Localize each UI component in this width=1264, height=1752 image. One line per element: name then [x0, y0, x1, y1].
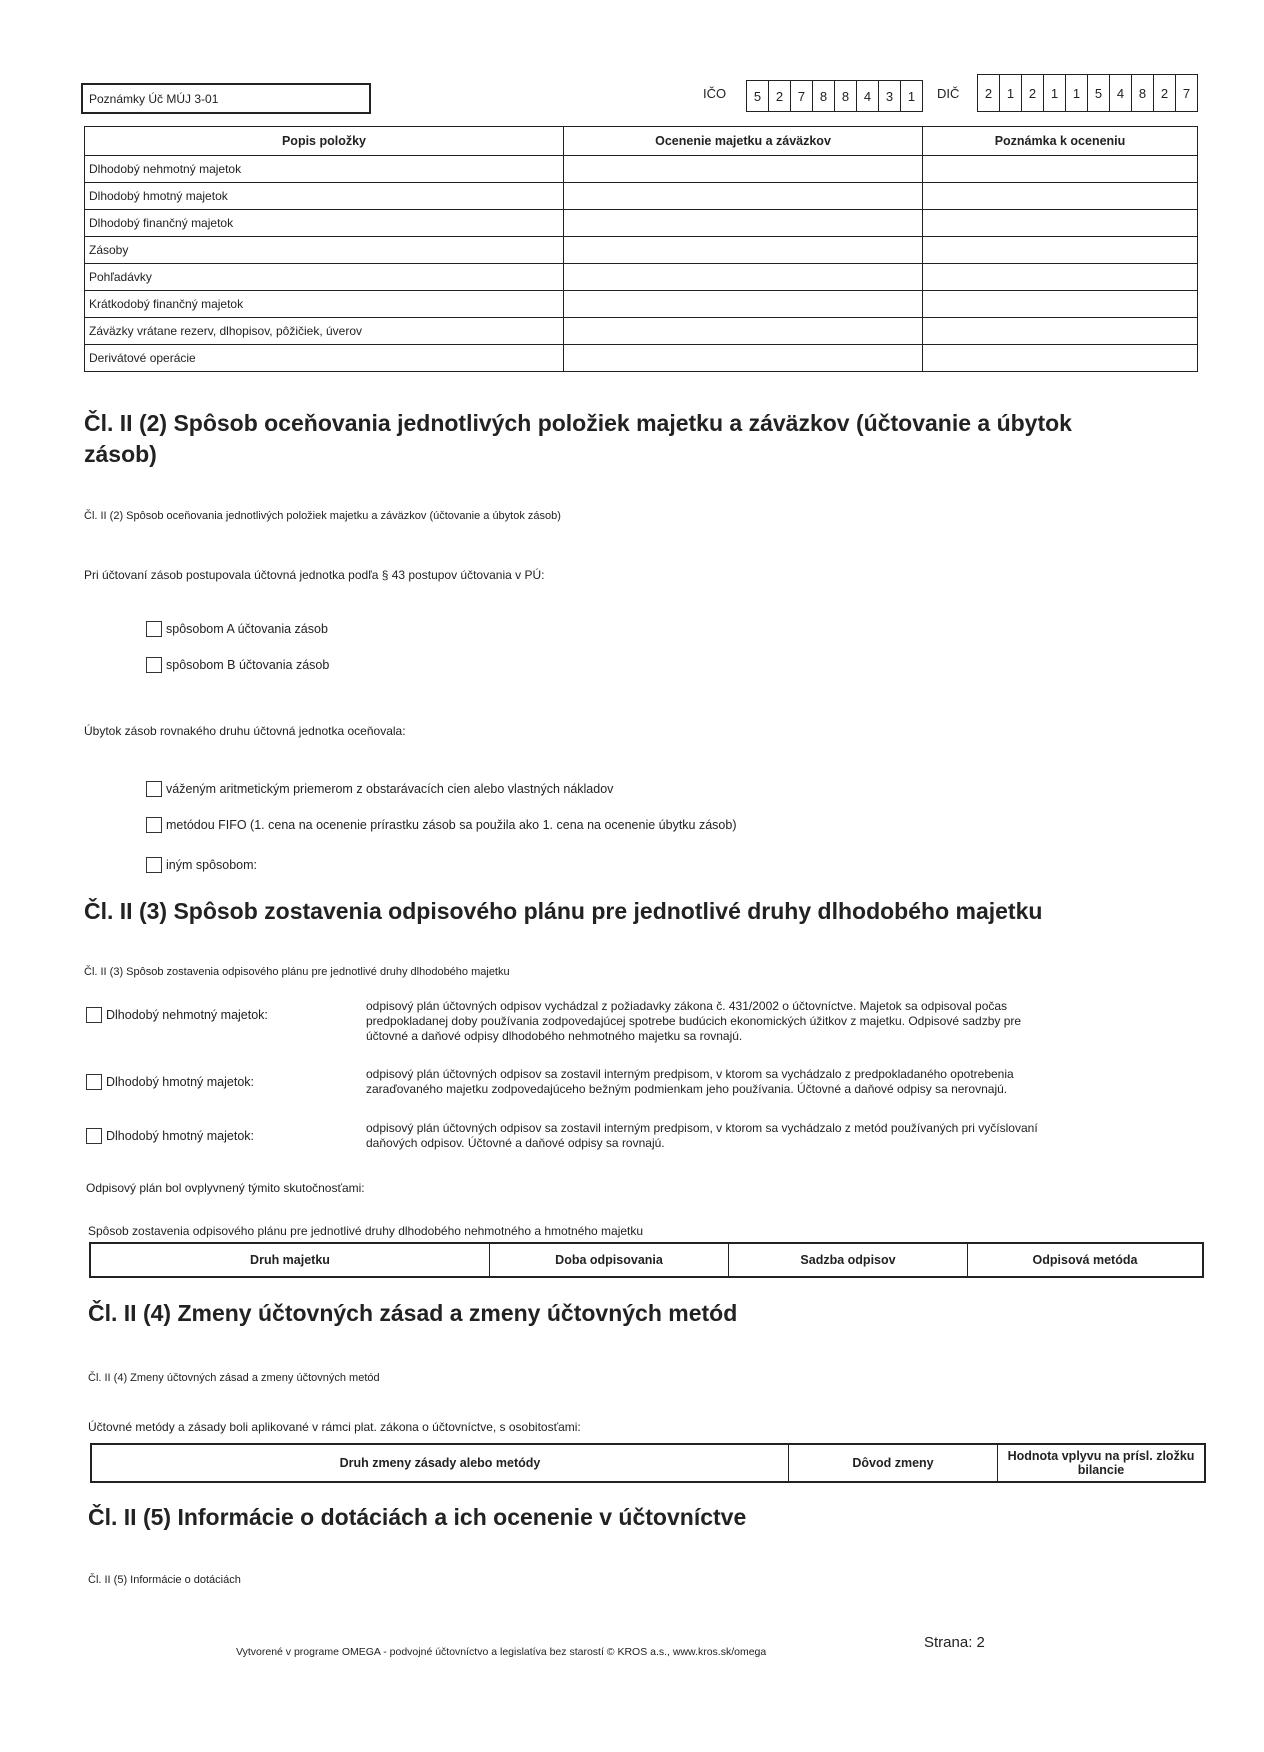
changes-table: [90, 1443, 1206, 1483]
note-cell[interactable]: [923, 183, 1198, 210]
digit-cell: 1: [1044, 75, 1066, 111]
note-cell[interactable]: [923, 156, 1198, 183]
row-label: Pohľadávky: [85, 264, 564, 291]
table-header-row: [85, 127, 1198, 156]
section-3-subtitle: Čl. II (3) Spôsob zostavenia odpisového plánu pre jednotlivé druhy dlhodobého majetku: [84, 966, 510, 978]
valuation-cell[interactable]: [564, 210, 923, 237]
row-label: Dlhodobý nehmotný majetok: [85, 156, 564, 183]
section-4-text: Účtovné metódy a zásady boli aplikované v rámci plat. zákona o účtovníctve, s osobitosťami:: [88, 1420, 581, 1434]
dic-field: [977, 74, 1198, 112]
option-label: iným spôsobom:: [166, 858, 258, 872]
depreciation-desc-tangible-2: [366, 1121, 1166, 1151]
column-header-note: Poznámka k oceneniu: [923, 127, 1198, 156]
table-row: [85, 318, 1198, 345]
form-name-box: [81, 83, 371, 114]
row-label: Dlhodobý finančný majetok: [85, 210, 564, 237]
section-4-subtitle: Čl. II (4) Zmeny účtovných zásad a zmeny účtovných metód: [88, 1372, 380, 1384]
depreciation-desc-intangible: [366, 999, 1166, 1044]
table-row: [85, 183, 1198, 210]
item-label: Dlhodobý nehmotný majetok:: [106, 1008, 268, 1022]
row-label: Krátkodobý finančný majetok: [85, 291, 564, 318]
note-cell[interactable]: [923, 264, 1198, 291]
section-2-question-1: Pri účtovaní zásob postupovala účtovná jednotka podľa § 43 postupov účtovania v PÚ:: [84, 568, 545, 582]
valuation-cell[interactable]: [564, 264, 923, 291]
note-cell[interactable]: [923, 318, 1198, 345]
column-header-asset-type: Druh majetku: [91, 1244, 490, 1276]
column-header-method: Odpisová metóda: [1032, 1253, 1138, 1267]
digit-cell: 2: [769, 81, 791, 111]
row-label: Záväzky vrátane rezerv, dlhopisov, pôžičiek, úverov: [85, 318, 564, 345]
valuation-cell[interactable]: [564, 183, 923, 210]
digit-cell: 4: [1110, 75, 1132, 111]
option-method-b[interactable]: [146, 657, 329, 673]
column-header-impact: Hodnota vplyvu na prísl. zložku bilancie: [1007, 1449, 1195, 1477]
column-header-period: Doba odpisovania: [490, 1244, 729, 1276]
row-label: Derivátové operácie: [85, 345, 564, 372]
depreciation-plan-table: [89, 1242, 1204, 1278]
depreciation-item-tangible-2[interactable]: [86, 1128, 254, 1144]
table-row: [85, 156, 1198, 183]
section-2-heading: Čl. II (2) Spôsob oceňovania jednotlivých položiek majetku a záväzkov (účtovanie a úbytok zásob): [84, 410, 1072, 467]
form-name: Poznámky Úč MÚJ 3-01: [89, 91, 219, 106]
checkbox[interactable]: [86, 1007, 102, 1023]
digit-cell: 2: [1154, 75, 1176, 111]
influenced-text: Odpisový plán bol ovplyvnený týmito skutočnosťami:: [86, 1181, 365, 1195]
depreciation-item-intangible[interactable]: [86, 1007, 268, 1023]
valuation-cell[interactable]: [564, 156, 923, 183]
digit-cell: 7: [1182, 85, 1191, 101]
digit-cell: 1: [907, 88, 916, 104]
desc-line: odpisový plán účtovných odpisov sa zostavil interným predpisom, v ktorom sa vychádzalo z metód používaných pri vyčíslovaní: [366, 1121, 1038, 1135]
section-3-heading: Čl. II (3) Spôsob zostavenia odpisového plánu pre jednotlivé druhy dlhodobého majetku: [84, 898, 1043, 924]
desc-line: účtovné a daňové odpisy dlhodobého nehmotného majetku sa rovnajú.: [366, 1029, 743, 1043]
checkbox[interactable]: [146, 857, 162, 873]
column-header-valuation: Ocenenie majetku a záväzkov: [564, 127, 923, 156]
option-fifo[interactable]: [146, 817, 736, 833]
section-4-heading: Čl. II (4) Zmeny účtovných zásad a zmeny účtovných metód: [88, 1300, 738, 1326]
column-header-rate: Sadzba odpisov: [729, 1244, 968, 1276]
option-label: váženým aritmetickým priemerom z obstarávacích cien alebo vlastných nákladov: [166, 782, 614, 796]
checkbox[interactable]: [146, 621, 162, 637]
digit-cell: 2: [1022, 75, 1044, 111]
table-row: [85, 291, 1198, 318]
digit-cell: 7: [791, 81, 813, 111]
digit-cell: 1: [1066, 75, 1088, 111]
valuation-cell[interactable]: [564, 237, 923, 264]
valuation-cell[interactable]: [564, 318, 923, 345]
desc-line: odpisový plán účtovných odpisov sa zostavil interným predpisom, v ktorom sa vychádzalo z predpokladaného opotrebenia: [366, 1067, 1014, 1081]
digit-cell: 8: [1132, 75, 1154, 111]
section-2-question-2: Úbytok zásob rovnakého druhu účtovná jednotka oceňovala:: [84, 724, 406, 738]
item-label: Dlhodobý hmotný majetok:: [106, 1075, 254, 1089]
checkbox[interactable]: [146, 657, 162, 673]
section-5-subtitle: Čl. II (5) Informácie o dotáciách: [88, 1574, 241, 1586]
digit-cell: 1: [1000, 75, 1022, 111]
footer-credit: Vytvorené v programe OMEGA - podvojné účtovníctvo a legislatíva bez starostí © KROS a.s., www.kros.sk/omega: [236, 1646, 767, 1658]
section-2-subtitle: Čl. II (2) Spôsob oceňovania jednotlivých položiek majetku a záväzkov (účtovanie a úbytok zásob): [84, 510, 561, 522]
column-header-item: Popis položky: [85, 127, 564, 156]
checkbox[interactable]: [86, 1074, 102, 1090]
item-label: Dlhodobý hmotný majetok:: [106, 1129, 254, 1143]
digit-cell: 5: [1088, 75, 1110, 111]
ico-field: [746, 80, 923, 112]
column-header-change-type: Druh zmeny zásady alebo metódy: [92, 1445, 789, 1481]
row-label: Dlhodobý hmotný majetok: [85, 183, 564, 210]
plan-title: Spôsob zostavenia odpisového plánu pre jednotlivé druhy dlhodobého nehmotného a hmotného majetku: [88, 1224, 644, 1238]
table-row: [85, 237, 1198, 264]
option-label: spôsobom B účtovania zásob: [166, 658, 330, 672]
note-cell[interactable]: [923, 345, 1198, 372]
depreciation-desc-tangible-1: [366, 1067, 1166, 1097]
note-cell[interactable]: [923, 237, 1198, 264]
desc-line: odpisový plán účtovných odpisov vychádzal z požiadavky zákona č. 431/2002 o účtovníctve. Majetok sa odpisoval počas: [366, 999, 1008, 1013]
ico-label: IČO: [703, 86, 727, 101]
digit-cell: 8: [813, 81, 835, 111]
column-header-reason: Dôvod zmeny: [789, 1445, 998, 1481]
option-method-a[interactable]: [146, 621, 328, 637]
row-label: Zásoby: [85, 237, 564, 264]
table-row: [85, 210, 1198, 237]
desc-line: daňových odpisov. Účtovné a daňové odpisy sa rovnajú.: [366, 1136, 665, 1150]
digit-cell: 4: [857, 81, 879, 111]
depreciation-item-tangible-1[interactable]: [86, 1074, 254, 1090]
page-number: Strana: 2: [924, 1634, 985, 1651]
option-other-method[interactable]: [146, 857, 257, 873]
checkbox[interactable]: [146, 781, 162, 797]
option-label: metódou FIFO (1. cena na ocenenie prírastku zásob sa použila ako 1. cena na ocenenie úbytku zásob): [166, 818, 737, 832]
table-row: [85, 264, 1198, 291]
digit-cell: 2: [978, 75, 1000, 111]
desc-line: predpokladanej doby používania zodpovedajúcej spotrebe budúcich ekonomických úžitkov z majetku. Odpisové sadzby pre: [366, 1014, 1022, 1028]
option-weighted-average[interactable]: [146, 781, 613, 797]
table-row: [85, 345, 1198, 372]
option-label: spôsobom A účtovania zásob: [166, 622, 328, 636]
note-cell[interactable]: [923, 210, 1198, 237]
note-cell[interactable]: [923, 291, 1198, 318]
digit-cell: 5: [747, 81, 769, 111]
digit-cell: 8: [835, 81, 857, 111]
digit-cell: 3: [879, 81, 901, 111]
valuation-cell[interactable]: [564, 345, 923, 372]
valuation-cell[interactable]: [564, 291, 923, 318]
checkbox[interactable]: [86, 1128, 102, 1144]
checkbox[interactable]: [146, 817, 162, 833]
dic-label: DIČ: [937, 86, 960, 101]
desc-line: zaraďovaného majetku zodpovedajúceho bežným podmienkam jeho používania. Účtovné a daňové odpisy sa nerovnajú.: [366, 1082, 1008, 1096]
valuation-table: [84, 126, 1198, 372]
section-5-heading: Čl. II (5) Informácie o dotáciách a ich ocenenie v účtovníctve: [88, 1504, 747, 1530]
